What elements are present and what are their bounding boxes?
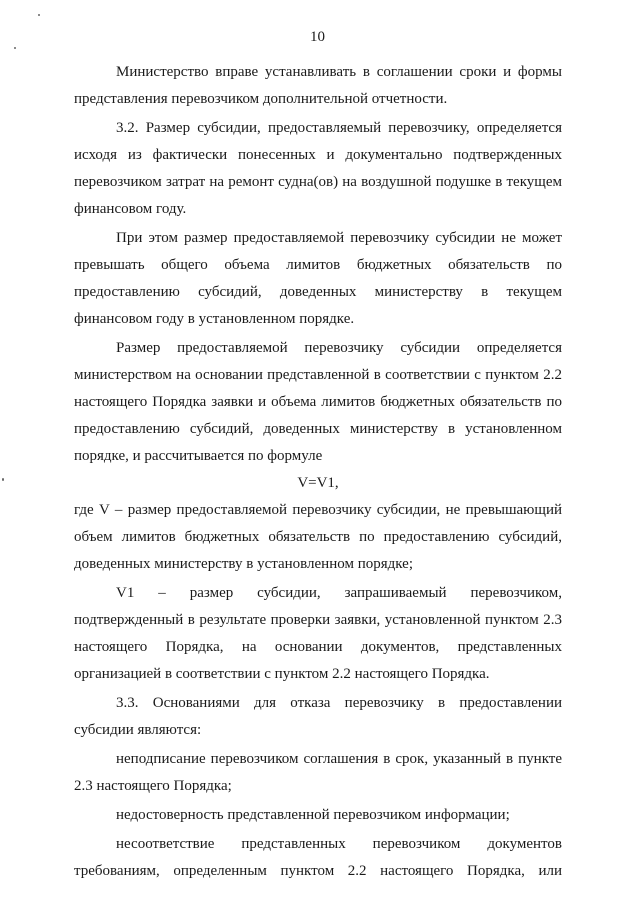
list-item: недостоверность представленной перевозчиком информации; [116,807,510,823]
paragraph: где V – размер предоставляемой перевозчику субсидии, не превышающий объем лимитов бюджетных обязательств по предоставлению субсидий, доведенных министерству в установленном порядке; [74,502,562,572]
paragraph: 3.3. Основаниями для отказа перевозчику в предоставлении субсидии являются: [74,695,562,738]
formula: V=V1, [297,475,339,491]
paragraph: Министерство вправе устанавливать в соглашении сроки и формы представления перевозчиком дополнительной отчетности. [74,64,562,107]
scan-speck [14,47,16,49]
document-body [74,59,562,885]
paragraph: 3.2. Размер субсидии, предоставляемый перевозчику, определяется исходя из фактически понесенных и документально подтвержденных перевозчиком затрат на ремонт судна(ов) на воздушной подушке в текущем финансовом году. [74,120,562,217]
scan-speck [2,478,4,481]
paragraph: При этом размер предоставляемой перевозчику субсидии не может превышать общего объема лимитов бюджетных обязательств по предоставлению субсидий, доведенных министерству в текущем финансовом году в установленном порядке. [74,230,562,327]
page-number: 10 [310,29,325,45]
paragraph: Размер предоставляемой перевозчику субсидии определяется министерством на основании представленной в соответствии с пунктом 2.2 настоящего Порядка заявки и объема лимитов бюджетных обязательств по предоставлению субсидий, доведенных министерству в установленном порядке, и рассчитывается по формуле [74,340,562,464]
paragraph: V1 – размер субсидии, запрашиваемый перевозчиком, подтвержденный в результате проверки заявки, установленной пунктом 2.3 настоящего Порядка, на основании документов, представленных организацией в соответствии с пунктом 2.2 настоящего Порядка. [74,585,562,682]
scan-speck [38,14,40,16]
list-item: несоответствие представленных перевозчиком документов требованиям, определенным пунктом 2.2 настоящего Порядка, или [74,836,562,879]
list-item: неподписание перевозчиком соглашения в срок, указанный в пункте 2.3 настоящего Порядка; [74,751,562,794]
